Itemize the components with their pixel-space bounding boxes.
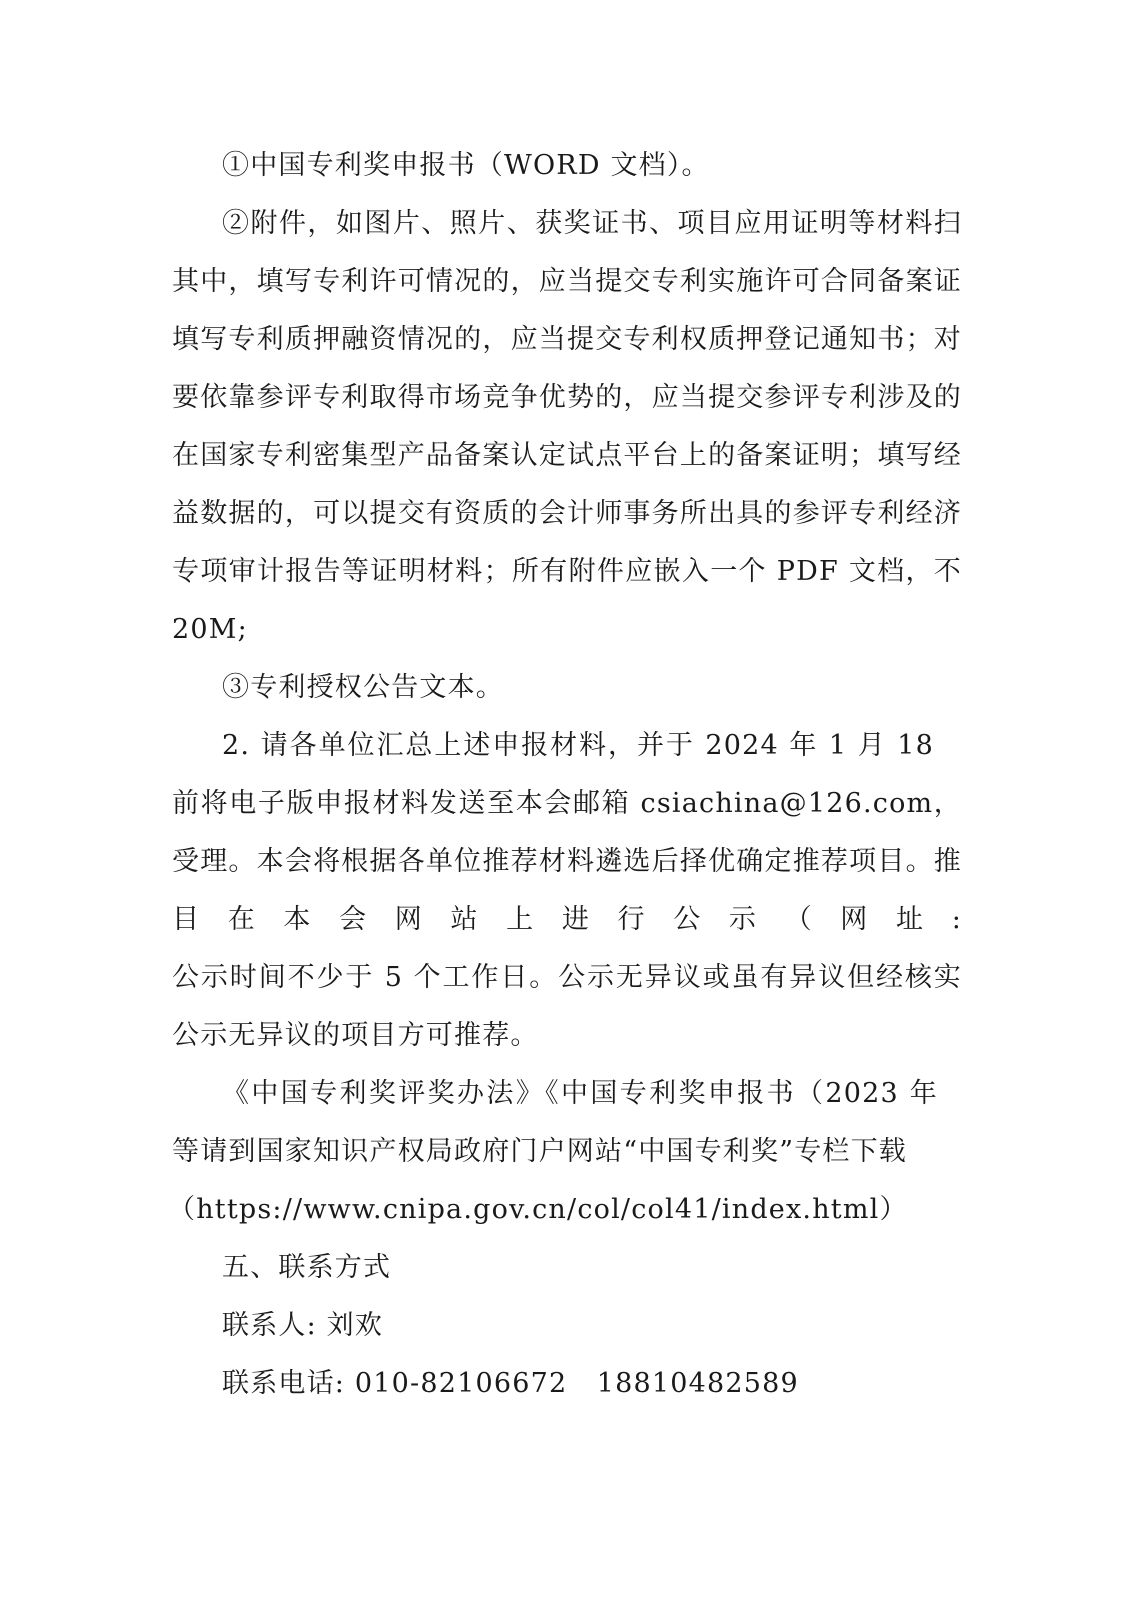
attachment-item-2-line-1: ②附件，如图片、照片、获奖证书、项目应用证明等材料扫 bbox=[222, 208, 962, 239]
submission-para-line-2: 前将电子版申报材料发送至本会邮箱 csiachina@126.com， bbox=[172, 788, 962, 819]
attachment-item-2-line-6: 益数据的，可以提交有资质的会计师事务所出具的参评专利经济 bbox=[172, 498, 962, 529]
attachment-item-2-line-4: 要依靠参评专利取得市场竞争优势的，应当提交参评专利涉及的 bbox=[172, 382, 962, 413]
contact-section-heading: 五、联系方式 bbox=[222, 1252, 392, 1283]
contact-phone: 联系电话: 010-82106672 18810482589 bbox=[222, 1368, 799, 1399]
attachment-item-2-line-7: 专项审计报告等证明材料；所有附件应嵌入一个 PDF 文档，不 bbox=[172, 556, 962, 587]
attachment-item-2-line-8: 20M; bbox=[172, 614, 248, 645]
submission-para-line-6: 公示无异议的项目方可推荐。 bbox=[172, 1020, 539, 1051]
download-url: （https://www.cnipa.gov.cn/col/col41/index.html） bbox=[168, 1194, 908, 1225]
attachment-item-3: ③专利授权公告文本。 bbox=[222, 672, 504, 703]
download-para-line-2: 等请到国家知识产权局政府门户网站“中国专利奖”专栏下载 bbox=[172, 1136, 908, 1167]
attachment-item-2-line-3: 填写专利质押融资情况的，应当提交专利权质押登记通知书；对 bbox=[172, 324, 962, 355]
submission-para-line-5: 公示时间不少于 5 个工作日。公示无异议或虽有异议但经核实 bbox=[172, 962, 962, 993]
submission-para-line-4: 目在本会网站上进行公示（网址: bbox=[172, 904, 962, 935]
attachment-item-2-line-2: 其中，填写专利许可情况的，应当提交专利实施许可合同备案证 bbox=[172, 266, 962, 297]
attachment-item-1: ①中国专利奖申报书（WORD 文档）。 bbox=[222, 150, 710, 181]
attachment-item-2-line-5: 在国家专利密集型产品备案认定试点平台上的备案证明；填写经 bbox=[172, 440, 962, 471]
download-para-line-1: 《中国专利奖评奖办法》《中国专利奖申报书（2023 年 bbox=[222, 1078, 938, 1109]
submission-para-line-3: 受理。本会将根据各单位推荐材料遴选后择优确定推荐项目。推 bbox=[172, 846, 962, 877]
contact-person: 联系人: 刘欢 bbox=[222, 1310, 384, 1341]
submission-para-line-1: 2. 请各单位汇总上述申报材料，并于 2024 年 1 月 18 bbox=[222, 730, 934, 761]
